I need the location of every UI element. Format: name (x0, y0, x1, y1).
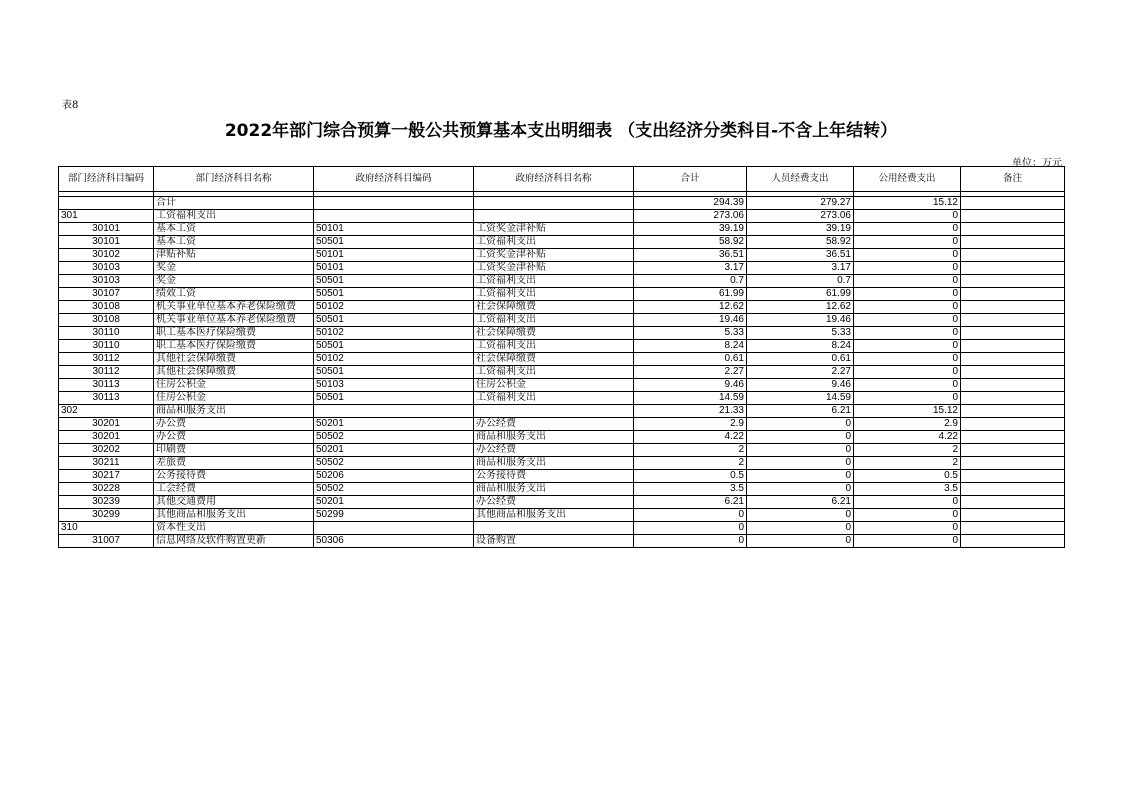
gov-name-cell: 商品和服务支出 (474, 483, 634, 496)
table-row (59, 275, 1065, 288)
table-row (59, 340, 1065, 353)
gov-name-cell: 工资福利支出 (474, 288, 634, 301)
note-cell (961, 314, 1065, 327)
total-cell: 0.61 (634, 353, 747, 366)
total-cell: 2 (634, 444, 747, 457)
total-cell: 36.51 (634, 249, 747, 262)
gov-code-cell: 50102 (314, 327, 474, 340)
budget-table (58, 166, 1065, 548)
note-cell (961, 288, 1065, 301)
personnel-cell: 39.19 (747, 223, 854, 236)
gov-code-cell: 50101 (314, 223, 474, 236)
table-row (59, 288, 1065, 301)
gov-code-cell: 50102 (314, 353, 474, 366)
personnel-cell: 6.21 (747, 405, 854, 418)
total-cell: 0 (634, 522, 747, 535)
total-cell: 0 (634, 509, 747, 522)
dept-name-cell: 基本工资 (154, 223, 314, 236)
gov-name-cell: 工资福利支出 (474, 340, 634, 353)
personnel-cell: 0 (747, 522, 854, 535)
total-cell: 8.24 (634, 340, 747, 353)
dept-name-cell: 办公费 (154, 418, 314, 431)
total-cell: 4.22 (634, 431, 747, 444)
note-cell (961, 444, 1065, 457)
note-cell (961, 470, 1065, 483)
dept-name-cell: 其他商品和服务支出 (154, 509, 314, 522)
dept-code-cell: 30113 (59, 379, 154, 392)
dept-code-cell: 30108 (59, 314, 154, 327)
dept-code-cell: 30299 (59, 509, 154, 522)
dept-code-cell (59, 197, 154, 210)
header-gov-name: 政府经济科目名称 (474, 167, 634, 192)
table-row (59, 418, 1065, 431)
dept-name-cell: 资本性支出 (154, 522, 314, 535)
note-cell (961, 418, 1065, 431)
dept-code-cell: 30201 (59, 431, 154, 444)
note-cell (961, 340, 1065, 353)
dept-name-cell: 工会经费 (154, 483, 314, 496)
public-cell: 0 (854, 249, 961, 262)
header-total: 合计 (634, 167, 747, 192)
dept-code-cell: 30103 (59, 275, 154, 288)
table-row (59, 262, 1065, 275)
header-row (59, 167, 1065, 192)
header-personnel: 人员经费支出 (747, 167, 854, 192)
dept-name-cell: 其他社会保障缴费 (154, 366, 314, 379)
note-cell (961, 262, 1065, 275)
dept-code-cell: 30107 (59, 288, 154, 301)
public-cell: 0 (854, 314, 961, 327)
table-row (59, 379, 1065, 392)
personnel-cell: 0 (747, 457, 854, 470)
dept-code-cell: 30101 (59, 236, 154, 249)
total-cell: 3.17 (634, 262, 747, 275)
dept-name-cell: 商品和服务支出 (154, 405, 314, 418)
dept-code-cell: 30103 (59, 262, 154, 275)
gov-name-cell: 社会保障缴费 (474, 353, 634, 366)
gov-code-cell: 50502 (314, 483, 474, 496)
table-row (59, 431, 1065, 444)
personnel-cell: 0.7 (747, 275, 854, 288)
table-row (59, 249, 1065, 262)
note-cell (961, 431, 1065, 444)
total-cell: 19.46 (634, 314, 747, 327)
public-cell: 0 (854, 366, 961, 379)
gov-name-cell: 办公经费 (474, 418, 634, 431)
dept-name-cell: 其他交通费用 (154, 496, 314, 509)
note-cell (961, 535, 1065, 548)
dept-name-cell: 职工基本医疗保险缴费 (154, 327, 314, 340)
dept-code-cell: 30108 (59, 301, 154, 314)
personnel-cell: 14.59 (747, 392, 854, 405)
dept-name-cell: 职工基本医疗保险缴费 (154, 340, 314, 353)
table-row (59, 522, 1065, 535)
dept-name-cell: 差旅费 (154, 457, 314, 470)
gov-name-cell: 工资福利支出 (474, 366, 634, 379)
total-cell: 2 (634, 457, 747, 470)
gov-code-cell: 50201 (314, 418, 474, 431)
table-row (59, 236, 1065, 249)
gov-code-cell: 50103 (314, 379, 474, 392)
total-cell: 0.5 (634, 470, 747, 483)
personnel-cell: 0 (747, 535, 854, 548)
personnel-cell: 0.61 (747, 353, 854, 366)
public-cell: 0 (854, 496, 961, 509)
dept-name-cell: 奖金 (154, 275, 314, 288)
note-cell (961, 210, 1065, 223)
table-row (59, 483, 1065, 496)
dept-code-cell: 30239 (59, 496, 154, 509)
dept-name-cell: 机关事业单位基本养老保险缴费 (154, 301, 314, 314)
personnel-cell: 12.62 (747, 301, 854, 314)
gov-name-cell (474, 522, 634, 535)
total-cell: 2.27 (634, 366, 747, 379)
personnel-cell: 9.46 (747, 379, 854, 392)
total-cell: 0.7 (634, 275, 747, 288)
gov-code-cell: 50501 (314, 366, 474, 379)
gov-code-cell: 50299 (314, 509, 474, 522)
gov-name-cell (474, 210, 634, 223)
note-cell (961, 405, 1065, 418)
total-cell: 0 (634, 535, 747, 548)
personnel-cell: 2.27 (747, 366, 854, 379)
table-body (59, 192, 1065, 548)
total-cell: 5.33 (634, 327, 747, 340)
total-cell: 2.9 (634, 418, 747, 431)
note-cell (961, 223, 1065, 236)
personnel-cell: 0 (747, 444, 854, 457)
dept-code-cell: 30110 (59, 327, 154, 340)
table-row (59, 405, 1065, 418)
dept-code-cell: 30102 (59, 249, 154, 262)
gov-name-cell: 工资福利支出 (474, 392, 634, 405)
gov-code-cell: 50501 (314, 275, 474, 288)
total-cell: 21.33 (634, 405, 747, 418)
note-cell (961, 275, 1065, 288)
total-cell: 39.19 (634, 223, 747, 236)
total-cell: 9.46 (634, 379, 747, 392)
total-cell: 61.99 (634, 288, 747, 301)
public-cell: 0 (854, 327, 961, 340)
dept-name-cell: 工资福利支出 (154, 210, 314, 223)
page-title: 2022年部门综合预算一般公共预算基本支出明细表 （支出经济分类科目-不含上年结转） (224, 121, 898, 141)
total-cell: 12.62 (634, 301, 747, 314)
dept-code-cell: 30112 (59, 366, 154, 379)
public-cell: 0.5 (854, 470, 961, 483)
personnel-cell: 6.21 (747, 496, 854, 509)
dept-code-cell: 31007 (59, 535, 154, 548)
gov-name-cell: 工资福利支出 (474, 236, 634, 249)
gov-code-cell: 50501 (314, 288, 474, 301)
personnel-cell: 279.27 (747, 197, 854, 210)
dept-name-cell: 公务接待费 (154, 470, 314, 483)
header-dept-name: 部门经济科目名称 (154, 167, 314, 192)
gov-code-cell (314, 197, 474, 210)
note-cell (961, 197, 1065, 210)
gov-code-cell: 50502 (314, 457, 474, 470)
dept-code-cell: 30113 (59, 392, 154, 405)
note-cell (961, 509, 1065, 522)
table-row (59, 223, 1065, 236)
note-cell (961, 496, 1065, 509)
dept-name-cell: 机关事业单位基本养老保险缴费 (154, 314, 314, 327)
public-cell: 0 (854, 236, 961, 249)
table-row (59, 327, 1065, 340)
gov-name-cell: 社会保障缴费 (474, 301, 634, 314)
total-cell: 58.92 (634, 236, 747, 249)
gov-code-cell (314, 405, 474, 418)
gov-name-cell: 工资奖金津补贴 (474, 262, 634, 275)
table-row (59, 535, 1065, 548)
gov-name-cell: 工资奖金津补贴 (474, 223, 634, 236)
table-row (59, 496, 1065, 509)
header-note: 备注 (961, 167, 1065, 192)
total-cell: 6.21 (634, 496, 747, 509)
table-row (59, 444, 1065, 457)
dept-code-cell: 30110 (59, 340, 154, 353)
table-row (59, 353, 1065, 366)
gov-code-cell (314, 522, 474, 535)
note-cell (961, 457, 1065, 470)
gov-name-cell: 社会保障缴费 (474, 327, 634, 340)
public-cell: 0 (854, 522, 961, 535)
header-gov-code: 政府经济科目编码 (314, 167, 474, 192)
dept-code-cell: 30228 (59, 483, 154, 496)
gov-code-cell: 50101 (314, 262, 474, 275)
table-row (59, 457, 1065, 470)
personnel-cell: 19.46 (747, 314, 854, 327)
dept-code-cell: 30211 (59, 457, 154, 470)
personnel-cell: 0 (747, 418, 854, 431)
gov-name-cell: 办公经费 (474, 496, 634, 509)
personnel-cell: 0 (747, 470, 854, 483)
table-row (59, 197, 1065, 210)
table-row (59, 366, 1065, 379)
dept-name-cell: 住房公积金 (154, 379, 314, 392)
public-cell: 0 (854, 223, 961, 236)
dept-name-cell: 奖金 (154, 262, 314, 275)
dept-name-cell: 绩效工资 (154, 288, 314, 301)
gov-code-cell: 50306 (314, 535, 474, 548)
dept-code-cell: 30101 (59, 223, 154, 236)
gov-name-cell: 公务接待费 (474, 470, 634, 483)
public-cell: 15.12 (854, 405, 961, 418)
personnel-cell: 8.24 (747, 340, 854, 353)
header-public: 公用经费支出 (854, 167, 961, 192)
gov-name-cell: 设备购置 (474, 535, 634, 548)
note-cell (961, 522, 1065, 535)
gov-name-cell: 商品和服务支出 (474, 457, 634, 470)
dept-code-cell: 30112 (59, 353, 154, 366)
note-cell (961, 249, 1065, 262)
gov-code-cell: 50502 (314, 431, 474, 444)
public-cell: 3.5 (854, 483, 961, 496)
table-row (59, 301, 1065, 314)
table-row (59, 392, 1065, 405)
personnel-cell: 0 (747, 431, 854, 444)
dept-name-cell: 基本工资 (154, 236, 314, 249)
header-dept-code: 部门经济科目编码 (59, 167, 154, 192)
public-cell: 0 (854, 509, 961, 522)
gov-code-cell: 50201 (314, 444, 474, 457)
dept-code-cell: 30217 (59, 470, 154, 483)
gov-code-cell: 50501 (314, 314, 474, 327)
gov-code-cell: 50501 (314, 340, 474, 353)
gov-code-cell (314, 210, 474, 223)
gov-code-cell: 50501 (314, 236, 474, 249)
gov-code-cell: 50102 (314, 301, 474, 314)
total-cell: 294.39 (634, 197, 747, 210)
gov-code-cell: 50101 (314, 249, 474, 262)
dept-name-cell: 信息网络及软件购置更新 (154, 535, 314, 548)
total-cell: 273.06 (634, 210, 747, 223)
public-cell: 0 (854, 535, 961, 548)
dept-code-cell: 301 (59, 210, 154, 223)
dept-name-cell: 津贴补贴 (154, 249, 314, 262)
note-cell (961, 236, 1065, 249)
dept-name-cell: 住房公积金 (154, 392, 314, 405)
unit-label: 单位：万元 (1012, 158, 1062, 169)
personnel-cell: 58.92 (747, 236, 854, 249)
gov-code-cell: 50201 (314, 496, 474, 509)
gov-name-cell: 其他商品和服务支出 (474, 509, 634, 522)
public-cell: 15.12 (854, 197, 961, 210)
total-cell: 3.5 (634, 483, 747, 496)
dept-code-cell: 310 (59, 522, 154, 535)
dept-code-cell: 30202 (59, 444, 154, 457)
personnel-cell: 0 (747, 509, 854, 522)
note-cell (961, 301, 1065, 314)
personnel-cell: 61.99 (747, 288, 854, 301)
gov-name-cell: 工资奖金津补贴 (474, 249, 634, 262)
note-cell (961, 353, 1065, 366)
dept-code-cell: 30201 (59, 418, 154, 431)
gov-name-cell (474, 197, 634, 210)
public-cell: 2 (854, 444, 961, 457)
dept-code-cell: 302 (59, 405, 154, 418)
note-cell (961, 366, 1065, 379)
gov-name-cell: 工资福利支出 (474, 275, 634, 288)
table-label: 表8 (62, 100, 79, 111)
dept-name-cell: 办公费 (154, 431, 314, 444)
public-cell: 0 (854, 275, 961, 288)
gov-name-cell: 商品和服务支出 (474, 431, 634, 444)
personnel-cell: 5.33 (747, 327, 854, 340)
gov-name-cell: 办公经费 (474, 444, 634, 457)
total-cell: 14.59 (634, 392, 747, 405)
personnel-cell: 3.17 (747, 262, 854, 275)
public-cell: 2 (854, 457, 961, 470)
gov-code-cell: 50501 (314, 392, 474, 405)
table-row (59, 210, 1065, 223)
note-cell (961, 327, 1065, 340)
public-cell: 0 (854, 379, 961, 392)
public-cell: 0 (854, 262, 961, 275)
dept-name-cell: 合计 (154, 197, 314, 210)
personnel-cell: 273.06 (747, 210, 854, 223)
note-cell (961, 392, 1065, 405)
public-cell: 0 (854, 353, 961, 366)
gov-name-cell (474, 405, 634, 418)
public-cell: 0 (854, 301, 961, 314)
public-cell: 4.22 (854, 431, 961, 444)
personnel-cell: 36.51 (747, 249, 854, 262)
table-row (59, 470, 1065, 483)
personnel-cell: 0 (747, 483, 854, 496)
table-row (59, 314, 1065, 327)
dept-name-cell: 印刷费 (154, 444, 314, 457)
public-cell: 0 (854, 288, 961, 301)
gov-name-cell: 工资福利支出 (474, 314, 634, 327)
dept-name-cell: 其他社会保障缴费 (154, 353, 314, 366)
gov-code-cell: 50206 (314, 470, 474, 483)
note-cell (961, 379, 1065, 392)
table-row (59, 509, 1065, 522)
note-cell (961, 483, 1065, 496)
gov-name-cell: 住房公积金 (474, 379, 634, 392)
public-cell: 0 (854, 392, 961, 405)
public-cell: 2.9 (854, 418, 961, 431)
public-cell: 0 (854, 210, 961, 223)
public-cell: 0 (854, 340, 961, 353)
